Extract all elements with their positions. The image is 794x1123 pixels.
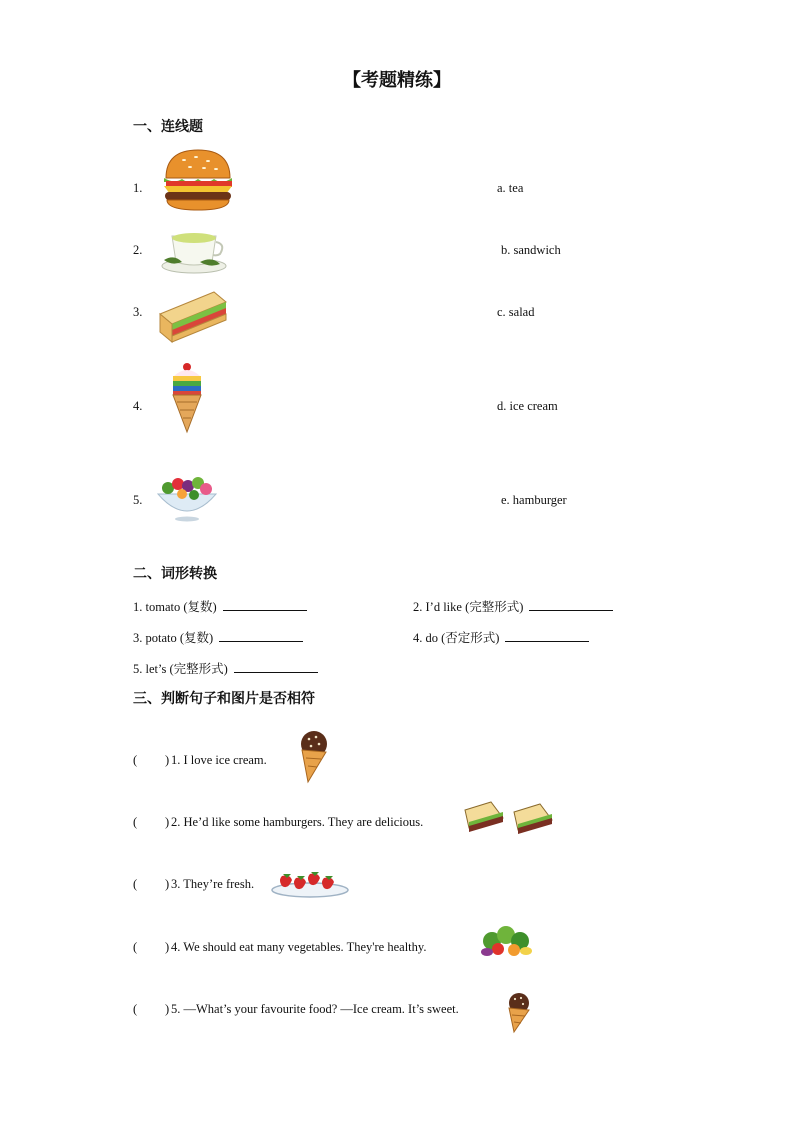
option-e: e. hamburger [501, 493, 567, 507]
answer-blank-4[interactable] [505, 629, 589, 642]
item-2-number: 2. [133, 243, 143, 257]
word-form-item-3-text: 3. potato (复数) [133, 631, 214, 645]
judge-close-paren-3: ) [165, 877, 170, 891]
word-form-item-2 [413, 597, 613, 615]
item-4-number: 4. [133, 399, 143, 413]
option-d: d. ice cream [497, 399, 558, 413]
option-b: b. sandwich [501, 243, 561, 257]
judge-close-paren-4: ) [165, 940, 170, 954]
section-2-heading: 二、词形转换 [133, 567, 217, 582]
item-3-number: 3. [133, 305, 143, 319]
sandwich-picture [158, 290, 230, 344]
judge-close-paren-5: ) [165, 1002, 170, 1016]
word-form-item-4 [413, 628, 589, 646]
answer-blank-3[interactable] [219, 629, 303, 642]
salad-picture [156, 472, 218, 522]
item-5-number: 5. [133, 493, 143, 507]
hamburger-picture [160, 148, 236, 214]
page-title: 【考题精练】 [343, 70, 451, 90]
option-c: c. salad [497, 305, 535, 319]
answer-blank-2[interactable] [529, 598, 613, 611]
judge-open-paren-5[interactable]: ( [133, 1002, 138, 1016]
sandwich-picture-1 [463, 800, 505, 834]
answer-blank-5[interactable] [234, 660, 318, 673]
word-form-item-2-text: 2. I’d like (完整形式) [413, 600, 524, 614]
judge-sentence-2: 2. He’d like some hamburgers. They are delicious. [171, 815, 424, 829]
word-form-item-5-text: 5. let’s (完整形式) [133, 662, 228, 676]
option-a: a. tea [497, 181, 524, 195]
judge-sentence-1: 1. I love ice cream. [171, 753, 267, 767]
judge-open-paren-2[interactable]: ( [133, 815, 138, 829]
vegetables-picture [478, 923, 536, 961]
judge-sentence-3: 3. They’re fresh. [171, 877, 255, 891]
answer-blank-1[interactable] [223, 598, 307, 611]
word-form-item-5 [133, 659, 318, 677]
chocolate-ice-cream-picture-2 [504, 992, 532, 1034]
judge-open-paren-1[interactable]: ( [133, 753, 138, 767]
ice-cream-picture [168, 362, 206, 434]
chocolate-ice-cream-picture-1 [296, 730, 330, 784]
judge-open-paren-4[interactable]: ( [133, 940, 138, 954]
strawberry-plate-picture [270, 866, 350, 900]
section-1-heading: 一、连线题 [133, 120, 203, 135]
word-form-item-1 [133, 597, 307, 615]
word-form-item-4-text: 4. do (否定形式) [413, 631, 500, 645]
word-form-item-1-text: 1. tomato (复数) [133, 600, 217, 614]
judge-close-paren-1: ) [165, 753, 170, 767]
judge-close-paren-2: ) [165, 815, 170, 829]
sandwich-picture-2 [512, 802, 554, 836]
judge-sentence-5: 5. —What’s your favourite food? —Ice cream. It’s sweet. [171, 1002, 459, 1016]
item-1-number: 1. [133, 181, 143, 195]
word-form-item-3 [133, 628, 303, 646]
tea-picture [160, 226, 228, 276]
judge-sentence-4: 4. We should eat many vegetables. They're healthy. [171, 940, 427, 954]
section-3-heading: 三、判断句子和图片是否相符 [133, 692, 315, 707]
judge-open-paren-3[interactable]: ( [133, 877, 138, 891]
